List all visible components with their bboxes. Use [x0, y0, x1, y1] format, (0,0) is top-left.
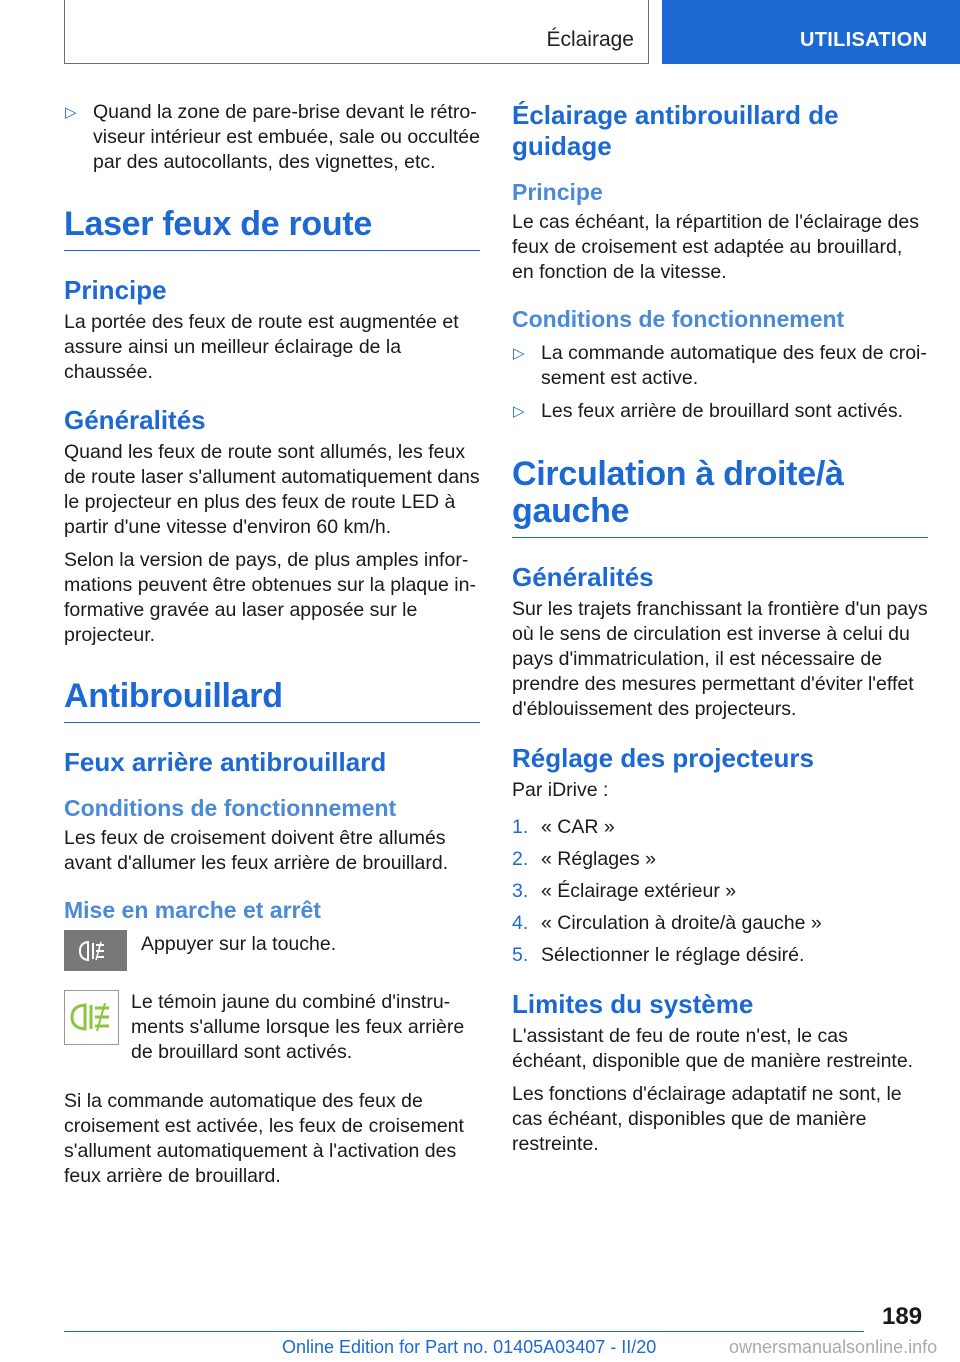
heading-mise-en-marche: Mise en marche et arrêt — [64, 897, 321, 923]
heading-principe: Principe — [64, 275, 167, 305]
list-item: 5. Sélectionner le réglage désiré. — [512, 944, 805, 966]
heading-guidage: Éclairage antibrouillard de guidage — [512, 100, 839, 161]
triangle-right-icon: ▷ — [65, 104, 77, 121]
list-item: ▷ Les feux arrière de brouillard sont activés. — [513, 400, 904, 422]
steps-list — [512, 815, 928, 968]
heading-generalites: Généralités — [64, 405, 206, 435]
heading-reglage: Réglage des projecteurs — [512, 743, 814, 773]
paragraph: Par iDrive : — [512, 779, 609, 801]
paragraph: Le cas échéant, la répartition de l'éclairage des feux de croisement est adaptée au brouillard, en fonction de la vitesse. — [512, 211, 919, 283]
right-column — [512, 100, 928, 1157]
list-item: 3. « Éclairage extérieur » — [512, 880, 737, 902]
footer-divider — [64, 1331, 864, 1332]
rear-fog-indicator-icon — [64, 990, 119, 1045]
heading-conditions: Conditions de fonctionnement — [512, 306, 845, 332]
section-title-laser: Laser feux de route — [64, 206, 480, 251]
button-instruction — [64, 928, 480, 978]
header-chapter-label: UTILISATION — [800, 29, 928, 51]
heading-conditions: Conditions de fonctionnement — [64, 795, 397, 821]
heading-generalites: Généralités — [512, 562, 654, 592]
paragraph: Les feux de croisement doivent être allumés avant d'allumer les feux arrière de brouillard. — [64, 827, 449, 874]
list-item: 4. « Circulation à droite/à gauche » — [512, 912, 822, 934]
paragraph: Si la commande automatique des feux de croisement est activée, les feux de croisement s'allument automatiquement à l'activation des feux arrière de brouillard. — [64, 1090, 464, 1187]
list-item: 1. « CAR » — [512, 816, 615, 838]
header-chapter-tab — [662, 0, 960, 64]
page-number: 189 — [882, 1303, 923, 1330]
heading-limites: Limites du système — [512, 989, 754, 1019]
list-item: ▷ Quand la zone de pare-brise devant le rétroviseur intérieur est embuée, sale ou occultée par des autocollants, des vignettes, etc. — [65, 101, 480, 173]
list-item: ▷ La commande automatique des feux de croisement est active. — [513, 342, 927, 389]
heading-feux-arriere: Feux arrière antibrouillard — [64, 747, 387, 777]
paragraph: Sur les trajets franchissant la frontière d'un pays où le sens de circulation est inverse à celui du pays d'immatriculation, il est nécessaire de prendre des mesures permettant d'éviter l'effet d'éblouissement des projecteurs. — [512, 598, 928, 720]
list-item: 2. « Réglages » — [512, 848, 656, 870]
indicator-instruction — [64, 990, 480, 1075]
footer-edition: Online Edition for Part no. 01405A03407 - II/20 — [282, 1337, 657, 1357]
left-column — [64, 100, 480, 1189]
triangle-right-icon: ▷ — [513, 345, 525, 362]
paragraph: Selon la version de pays, de plus amples informations peuvent être obtenues sur la plaque informative gravée au laser apposée sur le projecteur. — [64, 549, 476, 646]
paragraph: Appuyer sur la touche. — [141, 933, 337, 955]
watermark: ownersmanualsonline.info — [729, 1337, 938, 1357]
section-title-antibrouillard: Antibrouillard — [64, 678, 480, 723]
header-section-title: Éclairage — [546, 28, 634, 51]
heading-principe: Principe — [512, 179, 603, 205]
rear-fog-button-icon — [64, 930, 127, 971]
section-title-circulation: Circulation à droite/à gauche — [512, 456, 928, 538]
paragraph: Le témoin jaune du combiné d'instruments s'allume lorsque les feux arrière de brouillard sont activés. — [131, 991, 465, 1063]
header-section-box — [64, 0, 649, 64]
paragraph: L'assistant de feu de route n'est, le cas échéant, disponible que de manière restreinte. — [512, 1025, 914, 1072]
triangle-right-icon: ▷ — [513, 403, 525, 420]
paragraph: Quand les feux de route sont allumés, les feux de route laser s'allument automatiquement dans le projecteur en plus des feux de route LED à partir d'une vitesse d'environ 60 km/h. — [64, 441, 480, 538]
paragraph: La portée des feux de route est augmentée et assure ainsi un meilleur éclairage de la chaussée. — [64, 311, 459, 383]
paragraph: Les fonctions d'éclairage adaptatif ne sont, le cas échéant, disponibles que de manière restreinte. — [512, 1083, 902, 1155]
